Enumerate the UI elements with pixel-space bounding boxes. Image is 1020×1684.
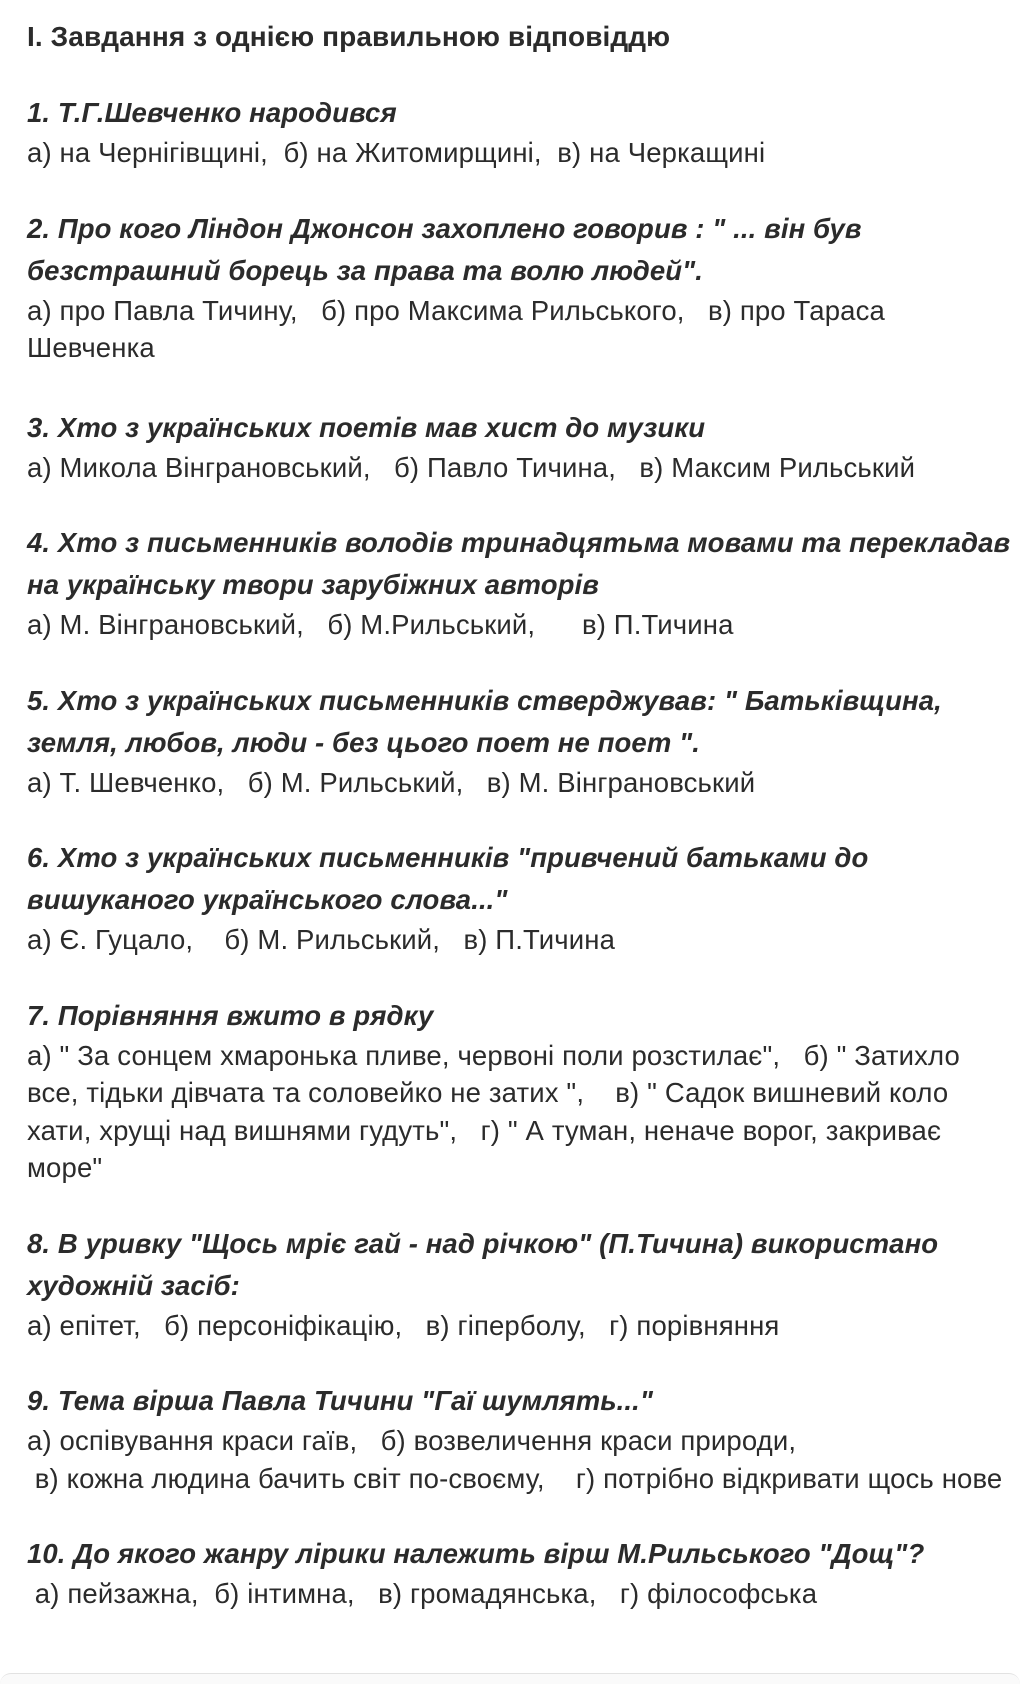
answer-options: а) епітет, б) персоніфікацію, в) гіперболу, г) порівняння <box>27 1309 780 1341</box>
answer-options: а) пейзажна, б) інтимна, в) громадянська, г) філософська <box>27 1578 818 1609</box>
question-text: 4. Хто з письменників володів тринадцятьма мовами та перекладав на українську твори зарубіжних авторів <box>27 527 1011 600</box>
answer-options: а) " За сонцем хмаронька пливе, червоні поли розстилає", б) " Затихло все, тідьки дівчата та соловейко не затих ", в) " Садок вишневий коло хати, хрущі над вишнями гудуть", г) " А туман, неначе ворог, закриває море" <box>27 1039 968 1183</box>
question-6 <box>27 837 1012 959</box>
worksheet <box>27 18 1012 1613</box>
question-text: 2. Про кого Ліндон Джонсон захоплено говорив : " ... він був безстрашний борець за права та волю людей". <box>27 212 862 286</box>
answer-options: а) М. Вінграновський, б) М.Рильський, в) П.Тичина <box>27 609 734 640</box>
answer-options: а) Т. Шевченко, б) М. Рильський, в) М. Вінграновський <box>27 766 756 798</box>
answer-options: а) про Павла Тичину, б) про Максима Рильського, в) про Тараса Шевченка <box>27 294 893 363</box>
answer-options: а) Микола Вінграновський, б) Павло Тичина, в) Максим Рильський <box>27 451 916 483</box>
question-text: 3. Хто з українських поетів мав хист до музики <box>27 411 706 443</box>
section-heading: I. Завдання з однією правильною відповіддю <box>27 21 671 52</box>
question-text: 7. Порівняння вжито в рядку <box>27 999 434 1031</box>
answer-options: а) оспівування краси гаїв, б) возвеличення краси природи, в) кожна людина бачить світ по-своєму, г) потрібно відкривати щось нове <box>27 1425 1003 1494</box>
answer-options: а) на Чернігівщині, б) на Житомирщині, в) на Черкащині <box>27 137 766 168</box>
question-4 <box>27 522 1012 644</box>
answer-options: а) Є. Гуцало, б) М. Рильський, в) П.Тичина <box>27 924 616 955</box>
question-10 <box>27 1533 1012 1613</box>
question-text: 8. В уривку "Щось мріє гай - над річкою" (П.Тичина) використано художній засіб: <box>27 1227 939 1301</box>
question-7 <box>27 995 1012 1187</box>
question-2 <box>27 208 1012 367</box>
question-8 <box>27 1223 1012 1345</box>
question-1 <box>27 92 1012 172</box>
question-5 <box>27 680 1012 802</box>
question-9 <box>27 1380 1012 1497</box>
question-3 <box>27 407 1012 487</box>
question-text: 5. Хто з українських письменників стверджував: " Батьківщина, земля, любов, люди - без цього поет не поет ". <box>27 684 942 758</box>
question-text: 1. Т.Г.Шевченко народився <box>27 97 397 128</box>
question-text: 10. До якого жанру лірики належить вірш М.Рильського "Дощ"? <box>27 1538 925 1569</box>
question-text: 9. Тема вірша Павла Тичини "Гаї шумлять..." <box>27 1385 654 1416</box>
bottom-sheet-edge <box>0 1673 1020 1684</box>
question-text: 6. Хто з українських письменників "привчений батьками до вишуканого українського слова..." <box>27 842 869 915</box>
